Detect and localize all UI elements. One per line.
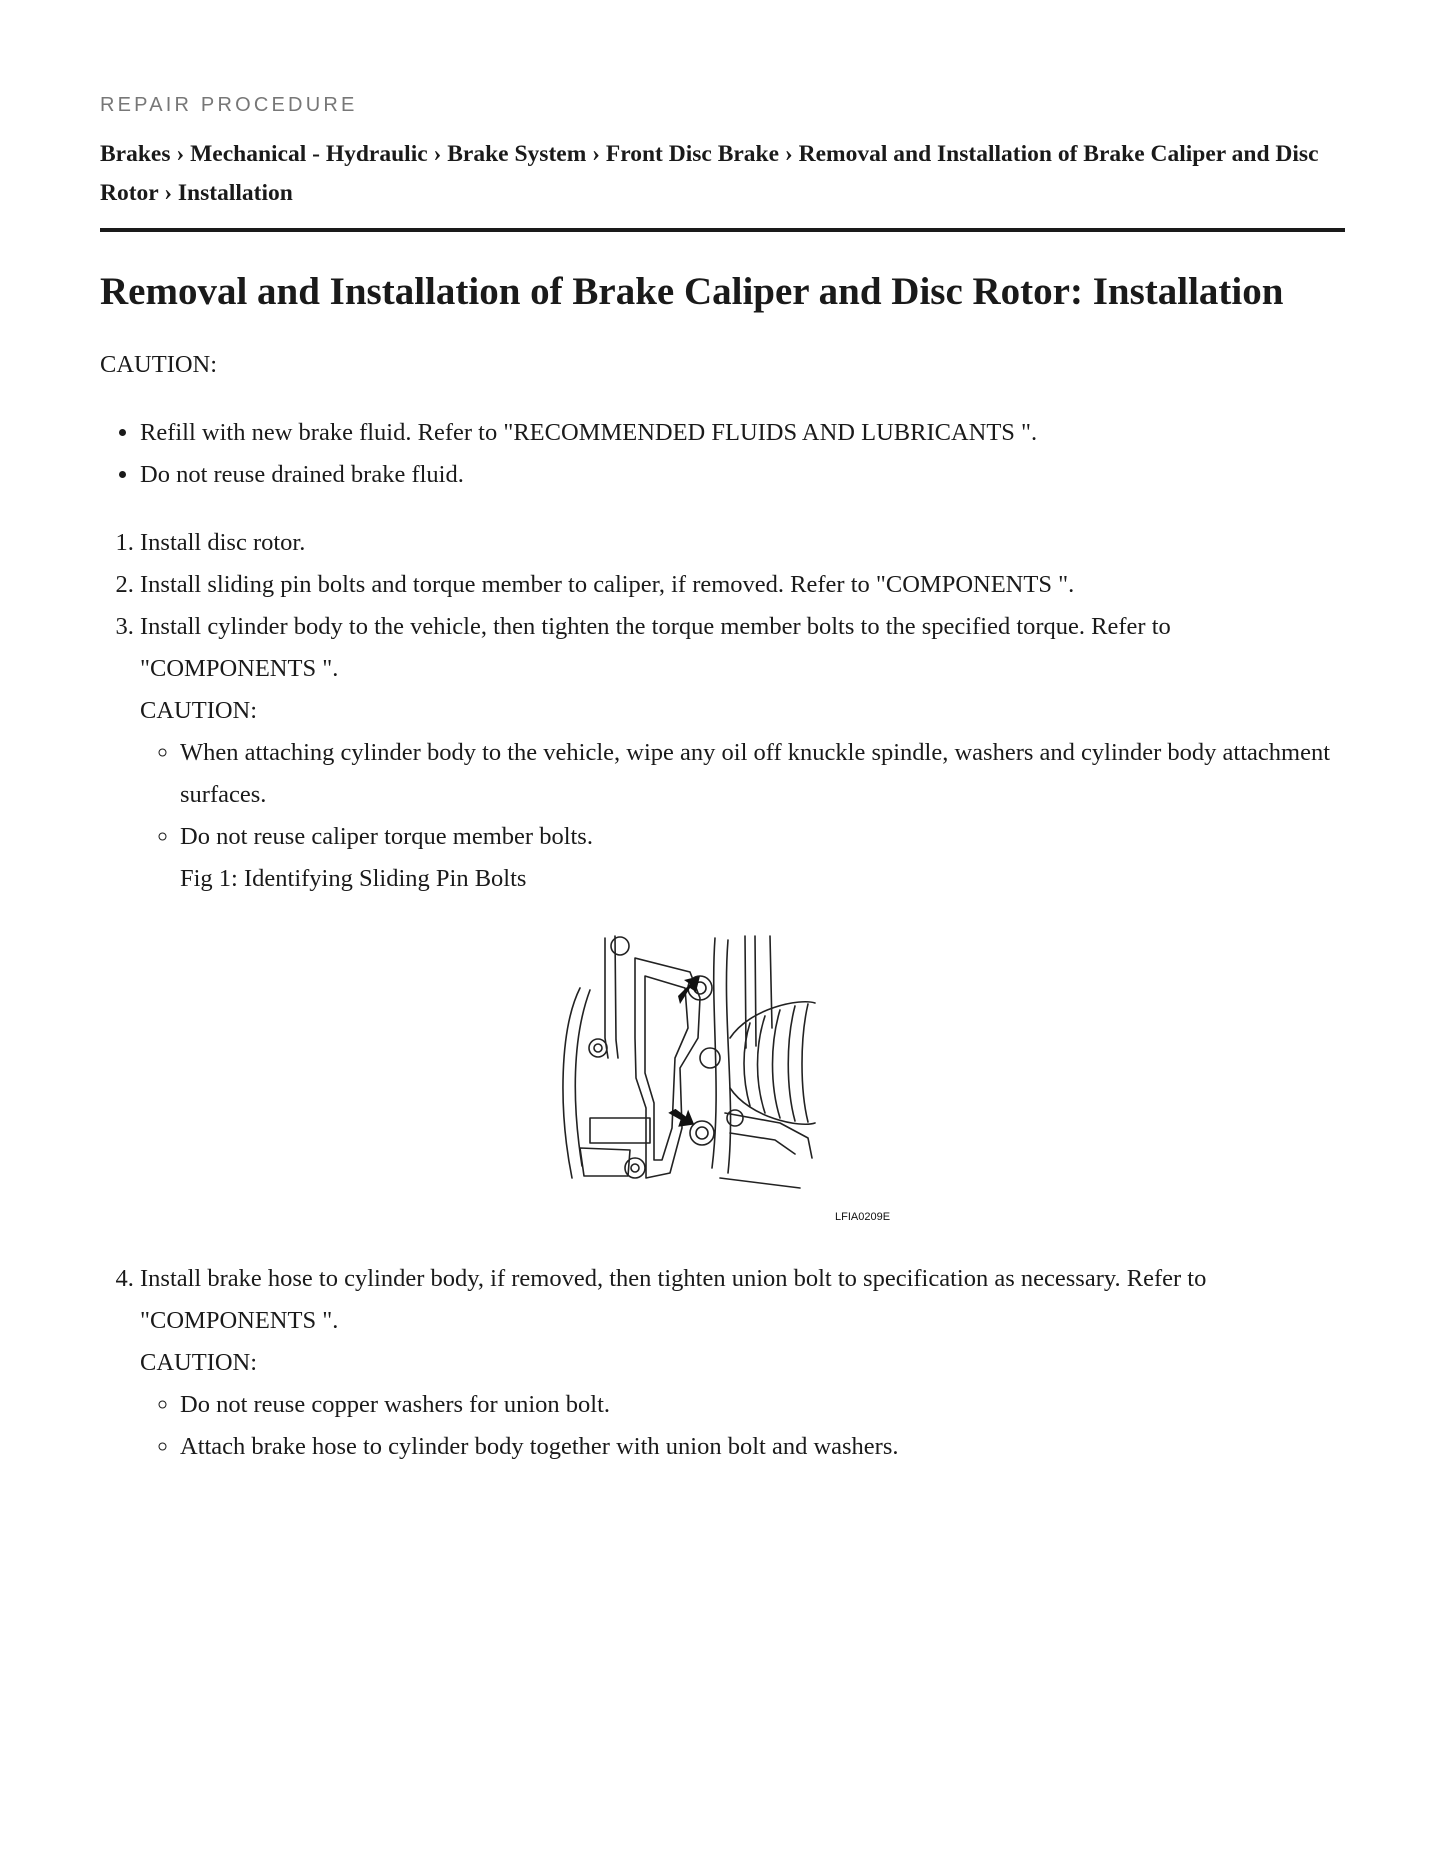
step-caution-item: ◦ Attach brake hose to cylinder body together with union bolt and washers. <box>180 1426 1345 1468</box>
breadcrumb-item-current: Installation <box>177 180 293 206</box>
step-caution-text: Do not reuse caliper torque member bolts. <box>180 823 593 850</box>
step-text: Install sliding pin bolts and torque member to caliper, if removed. Refer to "COMPONENTS ". <box>140 571 1075 598</box>
step-text: Install brake hose to cylinder body, if removed, then tighten union bolt to specification as necessary. Refer to "COMPONENTS ". <box>140 1265 1207 1334</box>
step-caution-list <box>140 732 1345 1228</box>
figure-container <box>100 928 1345 1228</box>
caution-label: CAUTION: <box>100 351 218 378</box>
breadcrumb <box>100 135 1345 232</box>
breadcrumb-separator: › <box>176 141 191 167</box>
breadcrumb-item[interactable]: Mechanical - Hydraulic <box>190 141 428 167</box>
breadcrumb-item[interactable]: Brake System <box>447 141 587 167</box>
step-caution-list <box>140 1384 1345 1468</box>
step-caution-item <box>180 816 1345 1228</box>
step-caution-label: CAUTION: <box>140 697 258 724</box>
caution-list <box>100 412 1345 496</box>
breadcrumb-item[interactable]: Removal and Installation of Brake Caliper and Disc Rotor <box>100 141 1319 206</box>
step-text: Install cylinder body to the vehicle, then tighten the torque member bolts to the specified torque. Refer to "COMPONENTS ". <box>140 613 1171 682</box>
step-caution-item: ◦ Do not reuse copper washers for union bolt. <box>180 1384 1345 1426</box>
breadcrumb-item[interactable]: Front Disc Brake <box>605 141 780 167</box>
brake-caliper-diagram-image <box>550 928 895 1228</box>
section-eyebrow: REPAIR PROCEDURE <box>100 94 358 116</box>
caution-item: • Refill with new brake fluid. Refer to "RECOMMENDED FLUIDS AND LUBRICANTS ". <box>140 412 1345 454</box>
step-caution-item: ◦ When attaching cylinder body to the vehicle, wipe any oil off knuckle spindle, washers and cylinder body attachment surfaces. <box>180 732 1345 816</box>
procedure-steps <box>100 522 1345 1468</box>
step-caution-label: CAUTION: <box>140 1349 258 1376</box>
caution-item: • Do not reuse drained brake fluid. <box>140 454 1345 496</box>
page-title: Removal and Installation of Brake Caliper and Disc Rotor: Installation <box>100 270 1284 313</box>
procedure-body <box>100 344 1345 1468</box>
step-item <box>140 564 1345 606</box>
step-item <box>140 522 1345 564</box>
breadcrumb-separator: › <box>592 141 606 167</box>
breadcrumb-separator: › <box>784 141 799 167</box>
breadcrumb-separator: › <box>164 180 178 206</box>
step-item <box>140 606 1345 1228</box>
step-text: Install disc rotor. <box>140 529 306 556</box>
figure-code: LFIA0209E <box>835 1211 891 1223</box>
breadcrumb-item[interactable]: Brakes <box>100 141 171 167</box>
step-item <box>140 1258 1345 1468</box>
document-page <box>100 94 1345 1468</box>
figure-caption: Fig 1: Identifying Sliding Pin Bolts <box>180 865 527 892</box>
breadcrumb-separator: › <box>433 141 448 167</box>
